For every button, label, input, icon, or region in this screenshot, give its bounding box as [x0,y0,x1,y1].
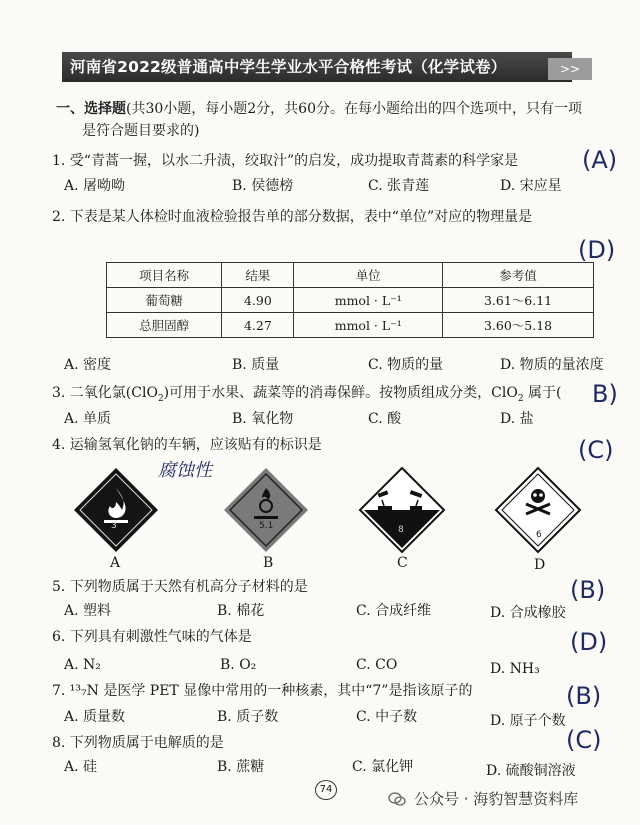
question-3-option-c: C. 酸 [368,411,402,427]
question-6-option-d: D. NH₃ [490,661,540,677]
table-header-cell: 单位 [294,263,443,288]
question-3-option-a: A. 单质 [64,411,112,427]
hazard-sign-toxic [494,466,582,554]
question-5-option-a: A. 塑料 [64,603,112,619]
table-cell: 3.61～6.11 [443,288,594,313]
sign-c-number: 8 [398,525,404,535]
question-8-option-a: A. 硅 [64,759,98,775]
section-instructions-1: (共30小题，每小题2分，共60分。在每小题给出的四个选项中，只有一项 [126,101,582,117]
blood-test-table [106,262,594,338]
question-4-option-d: D [534,557,546,573]
watermark-text: 公众号 · 海豹智慧资料库 [414,790,579,808]
question-5-stem: 5. 下列物质属于天然有机高分子材料的是 [52,579,308,595]
question-4-option-a: A [110,555,121,571]
exam-title: 河南省2022级普通高中学生学业水平合格性考试（化学试卷） [70,58,507,76]
question-6-answer: (D) [570,628,608,656]
table-header-cell: 参考值 [443,263,594,288]
question-4-option-c: C [397,555,408,571]
question-3-answer: B) [592,380,618,408]
question-3-stem-part: 3. 二氧化氯(ClO [52,385,158,401]
question-3-option-b: B. 氧化物 [232,411,294,427]
question-7-stem: 7. ¹³₇N 是医学 PET 显像中常用的一种核素，其中“7”是指该原子的 [52,683,473,699]
question-4-stem: 4. 运输氢氧化钠的车辆，应该贴有的标识是 [52,437,322,453]
question-1-answer: (A) [582,146,618,174]
table-cell: 葡萄糖 [107,288,222,313]
section-title: 一、选择题 [56,101,126,117]
question-2-answer: (D) [578,236,616,264]
question-6-stem: 6. 下列具有刺激性气味的气体是 [52,629,252,645]
section-instructions-2: 是符合题目要求的) [82,123,200,139]
question-7-answer: (B) [566,682,602,710]
banner-arrow: >> [548,58,592,80]
hazard-sign-flammable [72,466,160,554]
question-6-option-b: B. O₂ [220,657,257,673]
question-8-option-b: B. 蔗糖 [217,759,265,775]
sign-d-number: 6 [536,530,542,540]
question-2-option-d: D. 物质的量浓度 [500,357,604,373]
question-3-stem-part: 属于( [523,385,562,401]
question-3-option-d: D. 盐 [500,411,534,427]
sign-a-number: 3 [111,521,117,531]
table-header-cell: 项目名称 [107,263,222,288]
table-cell: mmol · L⁻¹ [294,288,443,313]
question-7-option-c: C. 中子数 [356,709,418,725]
section-heading [56,100,582,118]
question-3-subscript: 2 [517,393,524,404]
question-2-option-a: A. 密度 [64,357,112,373]
question-4-handwritten-note: 腐蚀性 [158,460,212,481]
question-1-stem: 1. 受“青蒿一握，以水二升渍，绞取汁”的启发，成功提取青蒿素的科学家是 [52,153,519,169]
question-2-option-c: C. 物质的量 [368,357,444,373]
question-4-option-b: B [263,555,274,571]
question-6-option-a: A. N₂ [64,657,101,673]
question-1-option-c: C. 张青莲 [368,178,430,194]
question-5-option-d: D. 合成橡胶 [490,605,566,621]
question-3-stem-part: )可用于水果、蔬菜等的消毒保鲜。按物质组成分类，ClO [163,385,518,401]
question-8-option-c: C. 氯化钾 [352,759,414,775]
hazard-sign-corrosive [358,466,446,554]
question-6-option-c: C. CO [356,657,398,673]
skull-icon [531,489,545,503]
exam-title-banner [62,52,572,82]
question-3-stem [52,384,561,408]
wechat-icon [388,792,406,806]
question-2-option-b: B. 质量 [232,357,280,373]
table-cell: 3.60～5.18 [443,313,594,338]
question-5-option-b: B. 棉花 [217,603,265,619]
question-8-option-d: D. 硫酸铜溶液 [486,763,576,779]
hazard-sign-oxidizer [222,466,310,554]
question-8-stem: 8. 下列物质属于电解质的是 [52,735,224,751]
table-cell: 4.90 [222,288,294,313]
question-7-option-a: A. 质量数 [64,709,126,725]
table-cell: 4.27 [222,313,294,338]
question-5-option-c: C. 合成纤维 [356,603,432,619]
question-1-option-d: D. 宋应星 [500,178,562,194]
question-8-answer: (C) [566,726,602,754]
question-7-option-d: D. 原子个数 [490,713,566,729]
page-number: 74 [315,780,337,800]
table-header-row [107,263,594,288]
question-5-answer: (B) [570,576,606,604]
table-cell: mmol · L⁻¹ [294,313,443,338]
table-header-cell: 结果 [222,263,294,288]
question-1-option-a: A. 屠呦呦 [64,178,126,194]
question-3-subscript: 2 [157,393,164,404]
question-2-stem: 2. 下表是某人体检时血液检验报告单的部分数据，表中“单位”对应的物理量是 [52,209,533,225]
question-4-answer: (C) [578,436,614,464]
question-7-option-b: B. 质子数 [217,709,279,725]
watermark [388,788,578,809]
table-row [107,288,594,313]
table-row [107,313,594,338]
sign-b-number: 5.1 [259,521,274,531]
table-cell: 总胆固醇 [107,313,222,338]
question-1-option-b: B. 侯德榜 [232,178,294,194]
